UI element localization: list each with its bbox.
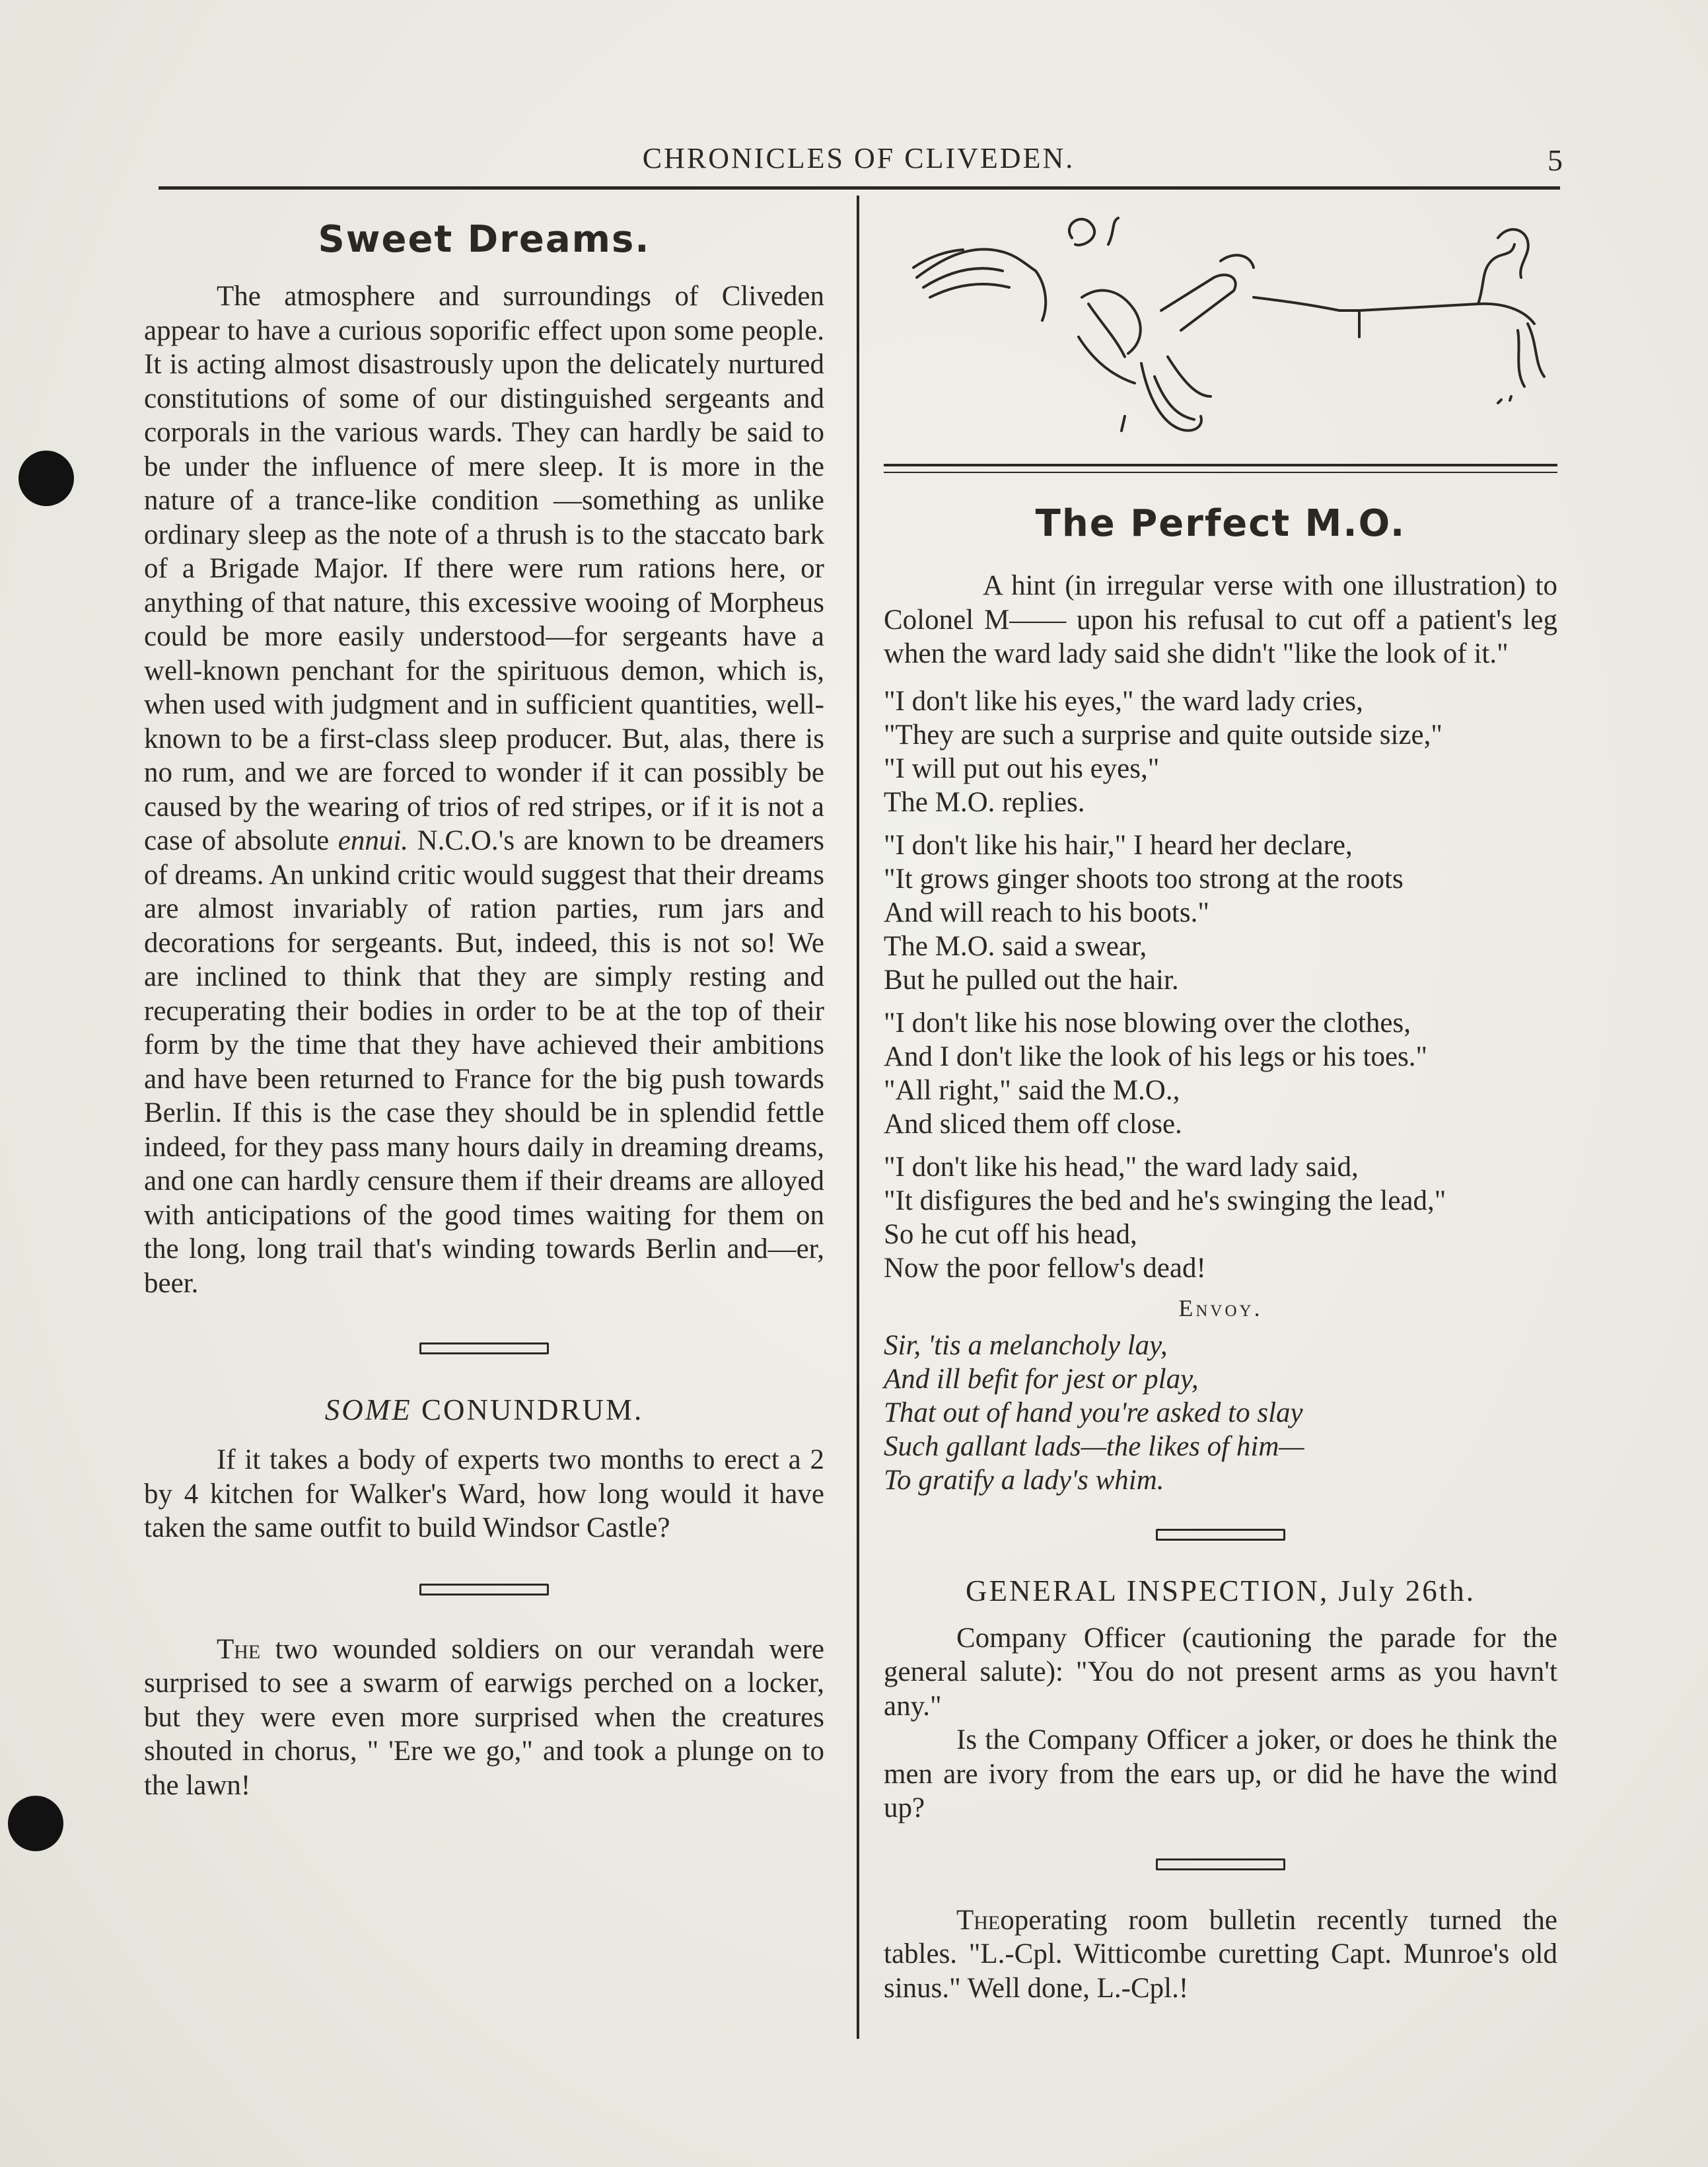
verse-line: "All right," said the M.O., — [884, 1074, 1180, 1106]
bulletin-lead: The — [956, 1904, 1001, 1936]
verse-line: "I don't like his eyes," the ward lady cries, — [884, 685, 1363, 717]
envoy-verse — [884, 1329, 1557, 1497]
stanza — [884, 684, 1557, 819]
page-number: 5 — [1548, 143, 1563, 177]
conundrum-text: If it takes a body of experts two months to erect a 2 by 4 kitchen for Walker's Ward, how long would it have taken the same outfit to build Windsor Castle? — [144, 1444, 824, 1543]
verse-line: "I will put out his eyes," — [884, 753, 1160, 784]
inspection-paragraph-2: Is the Company Officer a joker, or does he think the men are ivory from the ears up, or did he have the wind up? — [884, 1724, 1557, 1823]
sweet-dreams-text-2: N.C.O.'s are known to be dreamers of dreams. An unkind critic would suggest that their dreams are almost invariably of ration parties, rum jars and decorations for sergeants. But, indeed, this is not so! We are inclined to think that they are simply resting and recuperating their bodies in order to be at the top of their form by the time that they have achieved their ambitions and have been returned to France for the big push towards Berlin. If this is the case they should be in splendid fettle indeed, for they pass many hours daily in dreaming dreams, and one can hardly censure them if their dreams are alloyed with anticipations of the good times waiting for them on the long, long trail that's winding towards Berlin and—er, beer. — [144, 825, 824, 1299]
envoy-line: Such gallant lads—the likes of him— — [884, 1430, 1304, 1462]
perfect-mo-verse — [884, 684, 1557, 1285]
conundrum-title-italic: SOME — [324, 1393, 412, 1426]
section-ornament — [1156, 1529, 1285, 1541]
envoy-line: To gratify a lady's whim. — [884, 1464, 1164, 1496]
bulletin-paragraph — [884, 1903, 1557, 2006]
envoy-line: Sir, 'tis a melancholy lay, — [884, 1329, 1168, 1361]
column-divider — [857, 196, 859, 2039]
section-ornament — [419, 1342, 549, 1354]
earwigs-text: two wounded soldiers on our verandah were surprised to see a swarm of earwigs perched on a locker, but they were even more surprised when the creatures shouted in chorus, " 'Ere we go," and took a plunge on to the lawn! — [144, 1633, 825, 1801]
envoy-line: And ill befit for jest or play, — [884, 1363, 1199, 1395]
binder-hole-bottom — [8, 1796, 63, 1851]
earwigs-lead: The — [217, 1633, 261, 1665]
verse-line: And sliced them off close. — [884, 1108, 1182, 1140]
inspection-title: GENERAL INSPECTION, July 26th. — [965, 1574, 1476, 1607]
verse-line: The M.O. said a swear, — [884, 930, 1147, 962]
envoy-title: Envoy. — [1178, 1294, 1263, 1321]
verse-line: And I don't like the look of his legs or his toes." — [884, 1041, 1428, 1072]
header-rule — [159, 186, 1560, 190]
earwigs-paragraph — [144, 1633, 824, 1803]
section-ornament — [419, 1584, 549, 1596]
perfect-mo-illustration — [884, 198, 1557, 462]
stanza — [884, 828, 1557, 997]
envoy-line: That out of hand you're asked to slay — [884, 1397, 1303, 1428]
verse-line: "I don't like his hair," I heard her declare, — [884, 829, 1353, 861]
binder-hole-top — [18, 451, 74, 506]
verse-line: "I don't like his nose blowing over the clothes, — [884, 1007, 1411, 1039]
verse-line: "They are such a surprise and quite outside size," — [884, 719, 1442, 751]
perfect-mo-title: The Perfect M.O. — [1035, 502, 1406, 545]
stanza — [884, 1006, 1557, 1141]
running-header — [159, 141, 1563, 181]
left-column — [144, 218, 824, 1802]
inspection-paragraph-1: Company Officer (cautioning the parade for the general salute): "You do not present arms as you havn't any." — [884, 1622, 1557, 1722]
sweet-dreams-article — [144, 279, 824, 1300]
verse-line: "I don't like his head," the ward lady said, — [884, 1151, 1359, 1183]
sweet-dreams-title: Sweet Dreams. — [318, 218, 651, 261]
bulletin-text: operating room bulletin recently turned the tables. "L.-Cpl. Witticombe curetting Capt. Munroe's old sinus." Well done, L.-Cpl.! — [884, 1904, 1557, 2004]
stanza — [884, 1150, 1557, 1285]
verse-line: And will reach to his boots." — [884, 897, 1209, 928]
conundrum-title — [144, 1393, 824, 1427]
verse-line: The M.O. replies. — [884, 786, 1085, 818]
ennui-word: ennui. — [338, 825, 409, 856]
illustration-rule — [884, 464, 1557, 473]
verse-line: "It grows ginger shoots too strong at the roots — [884, 863, 1404, 895]
right-column — [884, 198, 1557, 2005]
verse-line: Now the poor fellow's dead! — [884, 1252, 1206, 1284]
perfect-mo-intro: A hint (in irregular verse with one illustration) to Colonel M—— upon his refusal to cut off a patient's leg when the ward lady said she didn't "like the look of it." — [884, 570, 1557, 669]
publication-title: CHRONICLES OF CLIVEDEN. — [642, 142, 1075, 174]
verse-line: "It disfigures the bed and he's swinging the lead," — [884, 1185, 1446, 1216]
verse-line: So he cut off his head, — [884, 1218, 1137, 1250]
verse-line: But he pulled out the hair. — [884, 964, 1179, 996]
sweet-dreams-text-1: The atmosphere and surroundings of Cliveden appear to have a curious soporific effect upon some people. It is acting almost disastrously upon the delicately nurtured constitutions of some of our distinguished sergeants and corporals in the various wards. They can hardly be said to be under the influence of mere sleep. It is more in the nature of a trance-like condition —something as unlike ordinary sleep as the note of a thrush is to the staccato bark of a Brigade Major. If there were rum rations here, or anything of that nature, this excessive wooing of Morpheus could be more easily understood—for sergeants have a well-known penchant for the spirituous demon, which is, when used with judgment and in sufficient quantities, well-known to be a first-class sleep producer. But, alas, there is no rum, and we are forced to wonder if it can possibly be caused by the wearing of trios of red stripes, or if it is not a case of absolute — [144, 281, 824, 856]
conundrum-title-rest: CONUNDRUM. — [421, 1393, 644, 1426]
section-ornament — [1156, 1858, 1285, 1870]
